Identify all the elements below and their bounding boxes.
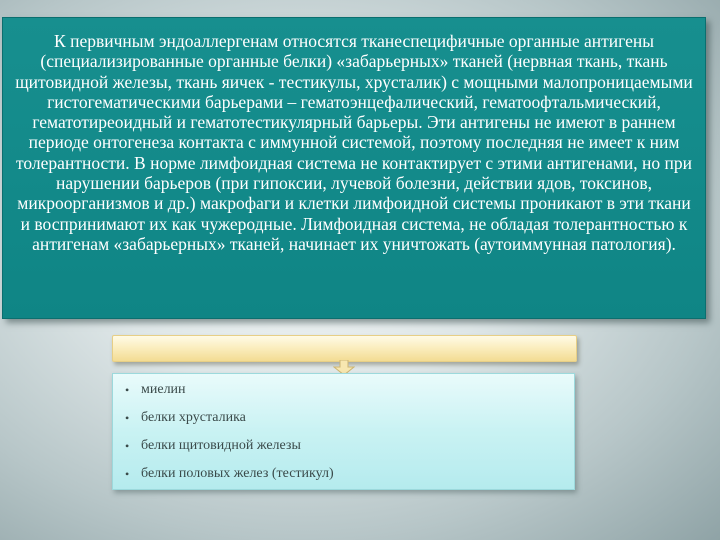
antigen-list (113, 374, 574, 482)
list-item (125, 466, 574, 482)
list-item-label: миелин (141, 382, 186, 397)
bullet-icon: • (125, 439, 130, 453)
list-item-label: белки щитовидной железы (141, 438, 301, 453)
bullet-icon: • (125, 411, 130, 425)
antigen-list-box (112, 373, 575, 490)
list-item-label: белки хрусталика (141, 410, 246, 425)
header-bar (112, 335, 577, 362)
bullet-icon: • (125, 467, 130, 481)
list-item (125, 382, 574, 398)
definition-paragraph: К первичным эндоаллергенам относятся тканеспецифичные органные антигены (специализированные органные белки) «забарьерных» тканей (нервная ткань, ткань щитовидной железы, ткань яичек - тестикулы, хрусталик) с мощными малопроницаемыми гистогематическими барьерами – гематоэнцефалический, гематоофтальмический, гематотиреоидный и гематотестикулярный барьеры. Эти антигены не имеют в раннем периоде онтогенеза контакта с иммунной системой, поэтому последняя не имеет к ним толерантности. В норме лимфоидная система не контактирует с этими антигенами, но при нарушении барьеров (при гипоксии, лучевой болезни, действии ядов, токсинов, микроорганизмов и др.) макрофаги и клетки лимфоидной системы проникают в эти ткани и воспринимают их как чужеродные. Лимфоидная система, не обладая толерантностью к антигенам «забарьерных» тканей, начинает их уничтожать (аутоиммунная патология). (15, 31, 693, 254)
list-item-label: белки половых желез (тестикул) (141, 466, 334, 481)
list-item (125, 438, 574, 454)
definition-text-box (2, 17, 706, 319)
bullet-icon: • (125, 383, 130, 397)
list-item (125, 410, 574, 426)
